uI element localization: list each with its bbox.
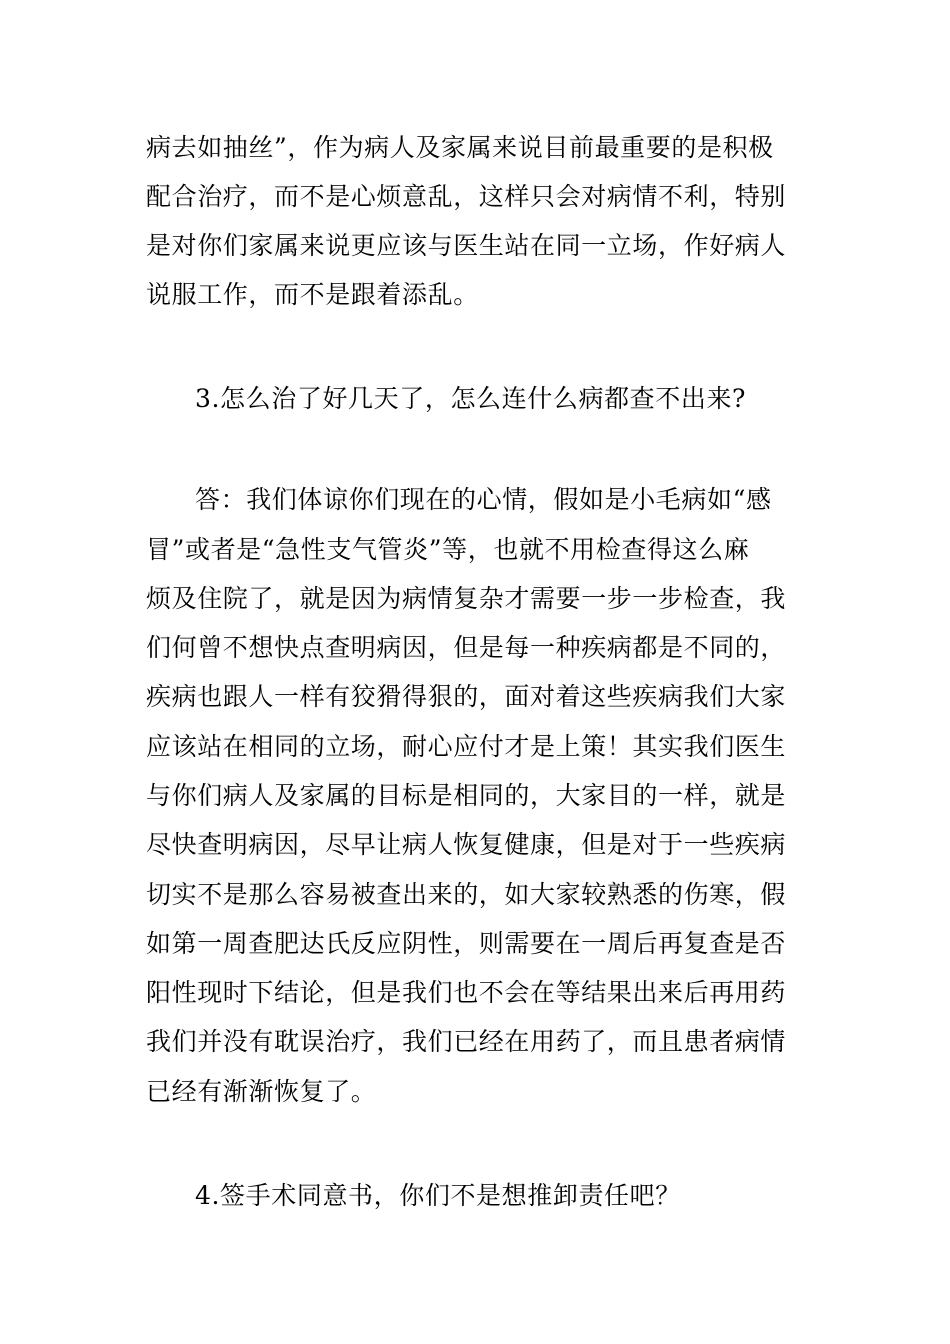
answer-line: 冒”或者是“急性支气管炎”等，也就不用检查得这么麻 (146, 535, 750, 564)
paragraph-line: 是对你们家属来说更应该与医生站在同一立场，作好病人 (146, 231, 787, 260)
answer-line: 尽快查明病因，尽早让病人恢复健康，但是对于一些疾病 (146, 830, 787, 859)
answer-line: 阳性现时下结论，但是我们也不会在等结果出来后再用药 (146, 978, 787, 1007)
paragraph-line: 配合治疗，而不是心烦意乱，这样只会对病情不利，特别 (146, 182, 787, 211)
answer-line: 已经有渐渐恢复了。 (146, 1077, 377, 1106)
answer-line: 与你们病人及家属的目标是相同的，大家目的一样，就是 (146, 781, 787, 810)
answer-line: 烦及住院了，就是因为病情复杂才需要一步一步检查，我 (146, 584, 787, 613)
answer-line: 答：我们体谅你们现在的心情，假如是小毛病如“感 (195, 485, 772, 514)
question-heading-3: 3.怎么治了好几天了，怎么连什么病都查不出来? (195, 384, 747, 413)
answer-line: 切实不是那么容易被查出来的，如大家较熟悉的伤寒，假 (146, 880, 787, 909)
answer-line: 疾病也跟人一样有狡猾得狠的，面对着这些疾病我们大家 (146, 682, 787, 711)
answer-line: 们何曾不想快点查明病因，但是每一种疾病都是不同的， (146, 633, 787, 662)
answer-line: 如第一周查肥达氏反应阴性，则需要在一周后再复查是否 (146, 929, 787, 958)
answer-line: 应该站在相同的立场，耐心应付才是上策！其实我们医生 (146, 732, 787, 761)
paragraph-line: 说服工作，而不是跟着添乱。 (146, 280, 479, 309)
answer-line: 我们并没有耽误治疗，我们已经在用药了，而且患者病情 (146, 1027, 787, 1056)
question-heading-4: 4.签手术同意书，你们不是想推卸责任吧？ (195, 1181, 681, 1210)
paragraph-line: 病去如抽丝”，作为病人及家属来说目前最重要的是积极 (146, 133, 774, 162)
